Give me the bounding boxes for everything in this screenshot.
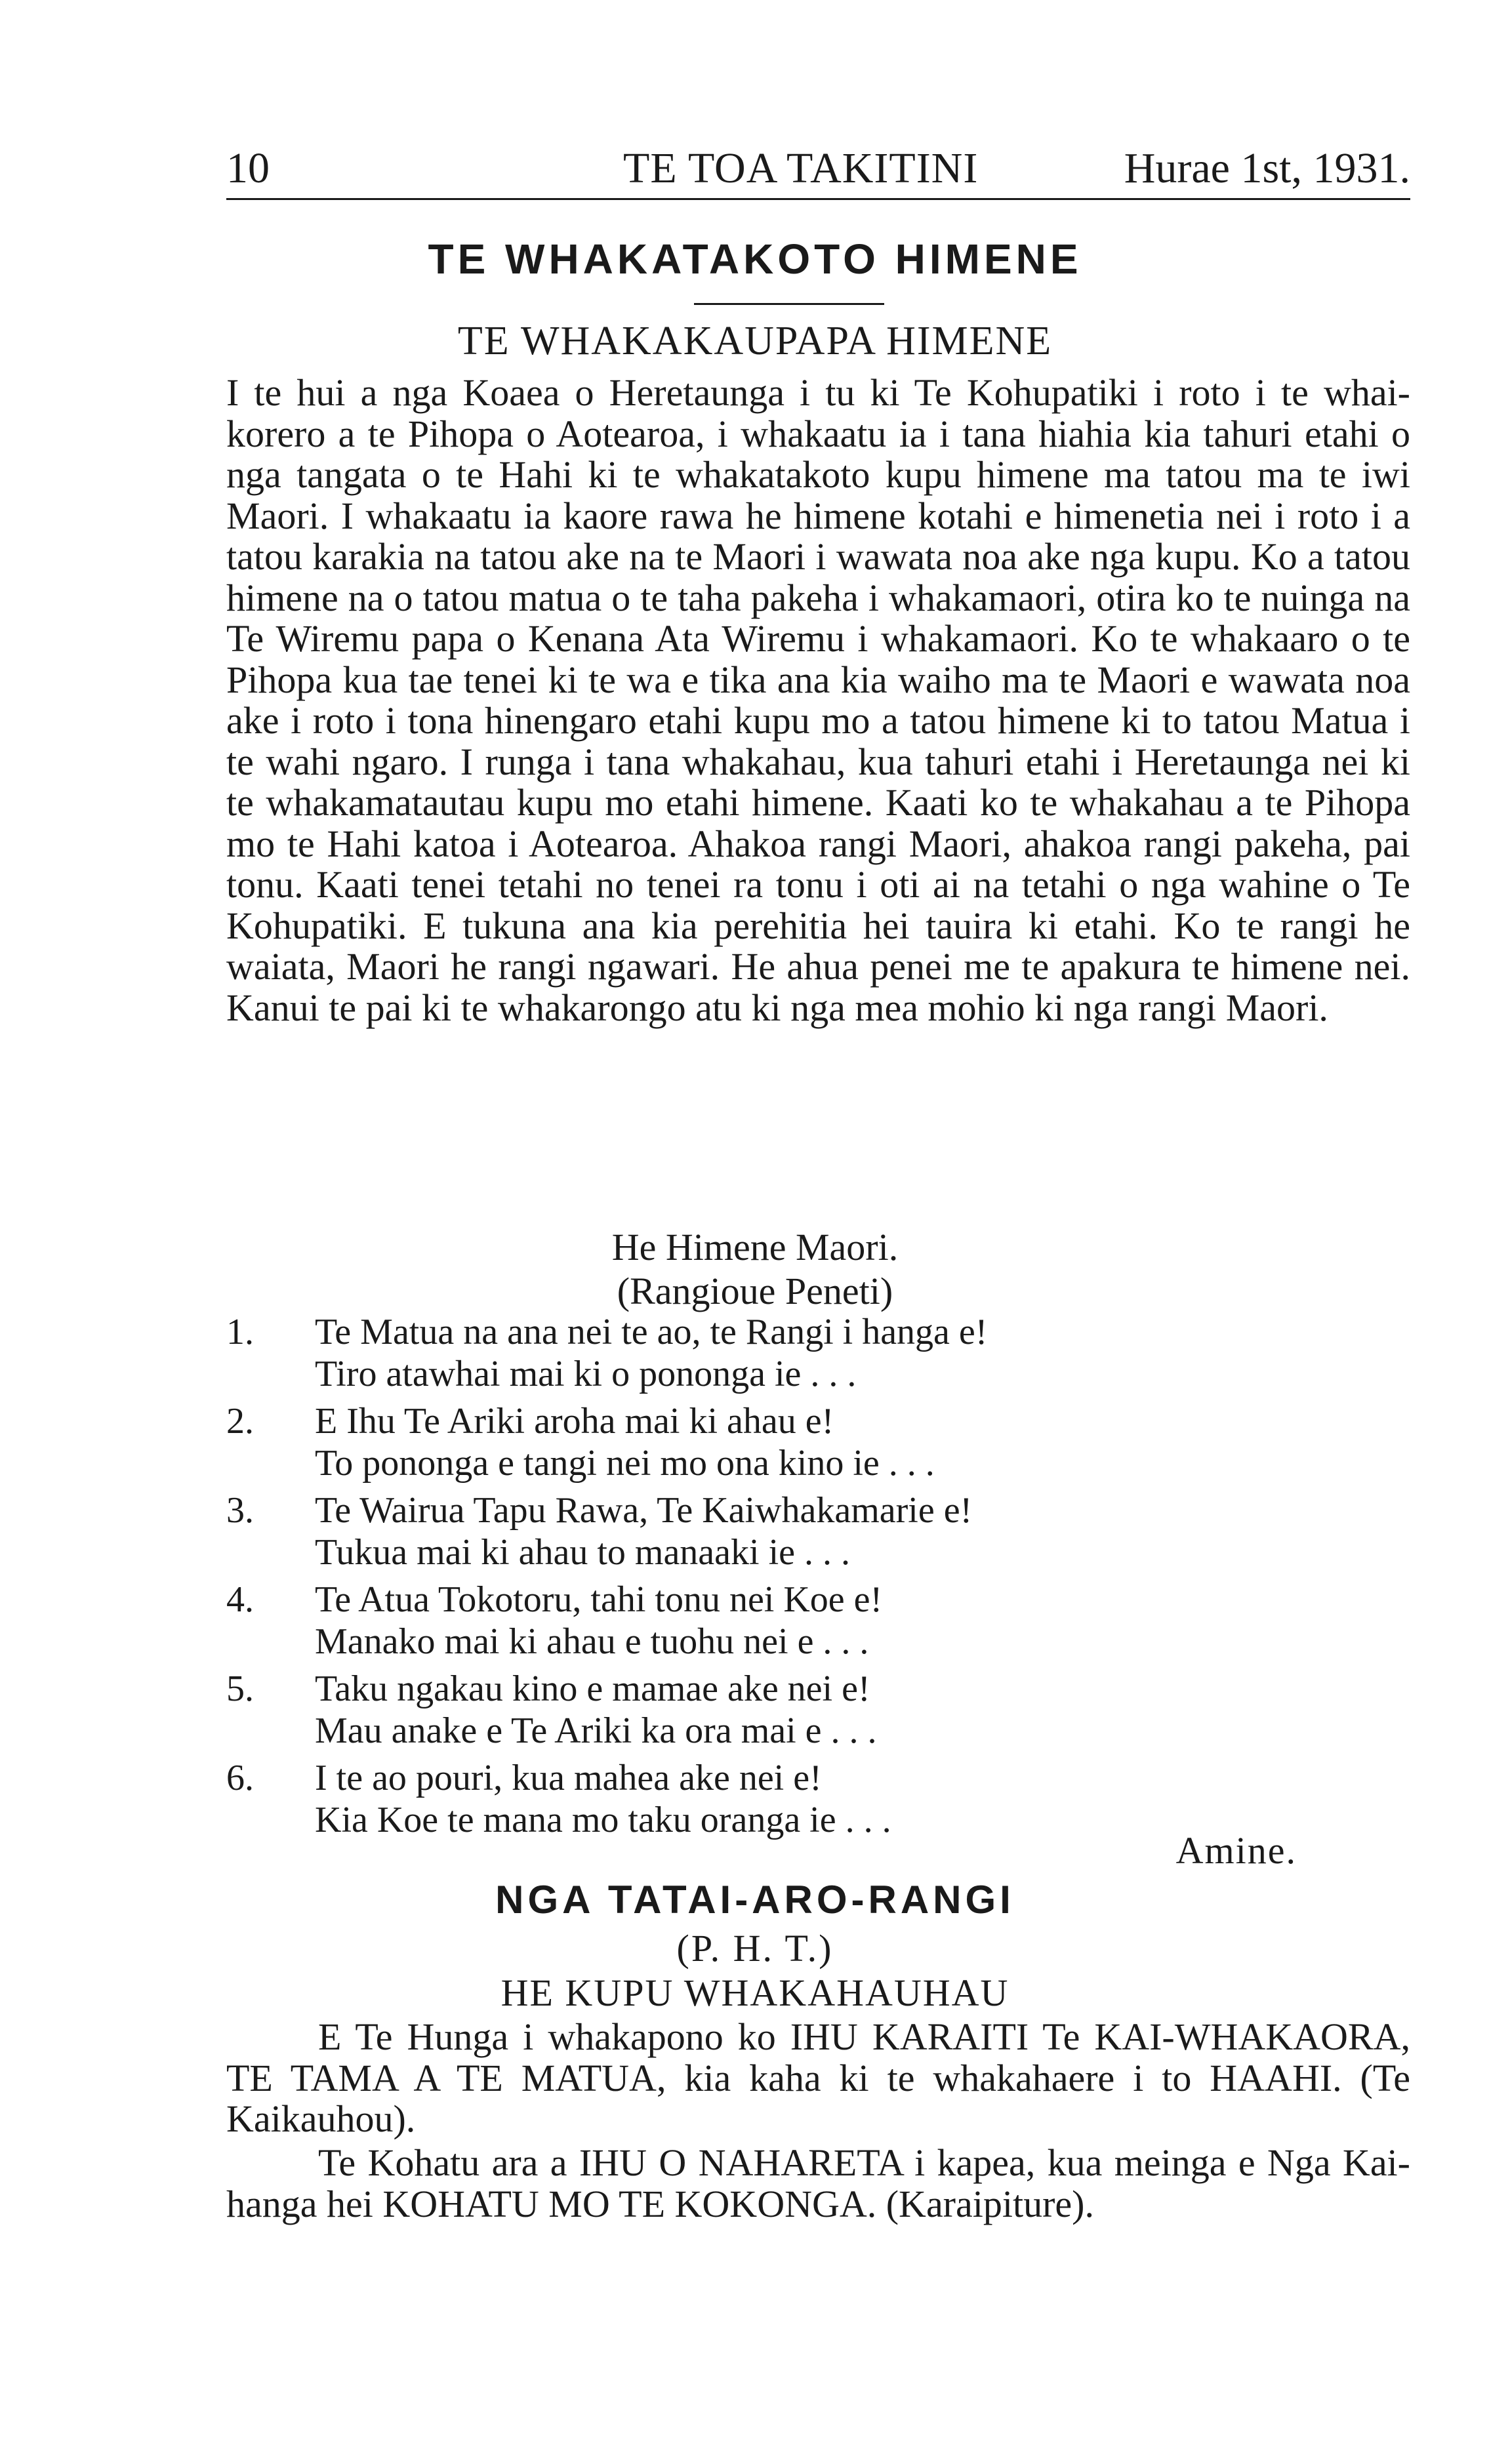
- verse-line: Te Matua na ana nei te ao, te Rangi i hanga e!: [315, 1312, 988, 1352]
- verse-line: I te ao pouri, kua mahea ake nei e!: [315, 1758, 822, 1798]
- verse-line: Taku ngakau kino e mamae ake nei e!: [315, 1668, 870, 1709]
- verse-number: 5.: [226, 1668, 254, 1709]
- verse-line: Kia Koe te mana mo taku oranga ie . . .: [315, 1800, 891, 1840]
- hymn-title: He Himene Maori.: [611, 1226, 899, 1268]
- verse-line: To pononga e tangi nei mo ona kino ie . . .: [315, 1443, 935, 1484]
- verse-number: 4.: [226, 1579, 254, 1620]
- verse-line: Tiro atawhai mai ki o pononga ie . . .: [315, 1354, 857, 1394]
- page-number: 10: [226, 144, 270, 192]
- section-subtitle: HE KUPU WHAKAHAUHAU: [500, 1971, 1010, 2014]
- article-title: TE WHAKATAKOTO HIMENE: [428, 235, 1082, 283]
- hymn-closing: Amine.: [1175, 1829, 1297, 1872]
- section-title: NGA TATAI-ARO-RANGI: [495, 1878, 1015, 1922]
- verse-number: 6.: [226, 1758, 254, 1798]
- title-divider: [694, 303, 884, 305]
- verse-line: Tukua mai ki ahau to manaaki ie . . .: [315, 1532, 850, 1573]
- verse-number: 1.: [226, 1312, 254, 1352]
- hymn-verse: [226, 1666, 1410, 1756]
- verse-line: E Ihu Te Ariki aroha mai ki ahau e!: [315, 1401, 834, 1442]
- hymn-verse: [226, 1399, 1410, 1488]
- verse-line: Te Atua Tokotoru, tahi tonu nei Koe e!: [315, 1579, 883, 1620]
- page-header: [226, 139, 1410, 200]
- verse-line: Te Wairua Tapu Rawa, Te Kaiwhakamarie e!: [315, 1490, 973, 1531]
- verse-line: Manako mai ki ahau e tuohu nei e . . .: [315, 1621, 869, 1662]
- verse-number: 3.: [226, 1490, 254, 1531]
- article-body: I te hui a nga Koaea o Heretaunga i tu ki Te Kohupatiki i roto i te whai-korero a te Pihopa o Aotearoa, i whakaatu ia i tana hiahia kia tahuri etahi o nga tangata o te Hahi ki te whakatakoto kupu himene ma tatou ma te iwi Maori. I whakaatu ia kaore rawa he himene kotahi e himenetia nei i roto i a tatou karakia na tatou ake na te Maori i wawata noa ake nga kupu. Ko a tatou himene na o tatou matua o te taha pakeha i whakamaori, otira ko te nuinga na Te Wiremu papa o Kenana Ata Wiremu i whakamaori. Ko te whakaaro o te Pihopa kua tae tenei ki te wa e tika ana kia waiho ma te Maori e wawata noa ake i roto i tona hinengaro etahi kupu mo a tatou himene ki to tatou Matua i te wahi ngaro. I runga i tana whakahau, kua tahuri etahi i Heretaunga nei ki te whakamatautau kupu mo etahi himene. Kaati ko te whakahau a te Pihopa mo te Hahi katoa i Aotearoa. Ahakoa rangi Maori, ahakoa rangi pakeha, pai tonu. Kaati tenei tetahi no tenei ra tonu i oti ai na tetahi o nga wahine o Te Kohupatiki. E tukuna ana kia perehitia hei tauira ki etahi. Ko te rangi he waiata, Maori he rangi ngawari. He ahua penei me te apakura te himene nei. Kanui te pai ki te whakarongo atu ki nga mea mohio ki nga rangi Maori.: [226, 371, 1410, 1029]
- verse-line: Mau anake e Te Ariki ka ora mai e . . .: [315, 1710, 877, 1751]
- issue-date: Hurae 1st, 1931.: [1124, 144, 1410, 192]
- section-paragraph: E Te Hunga i whakapono ko IHU KARAITI Te KAI-WHAKAORA, TE TAMA A TE MATUA, kia kaha ki te whakahaere i to HAAHI. (Te Kaikauhou).: [226, 2015, 1410, 2140]
- hymn-author: (Rangioue Peneti): [617, 1270, 893, 1312]
- hymn-verse: [226, 1488, 1410, 1577]
- hymn-verse: [226, 1310, 1410, 1399]
- journal-title: TE TOA TAKITINI: [623, 144, 979, 192]
- section-initials: (P. H. T.): [676, 1927, 834, 1969]
- verse-number: 2.: [226, 1401, 254, 1442]
- section-paragraph: Te Kohatu ara a IHU O NAHARETA i kapea, kua meinga e Nga Kai-hanga hei KOHATU MO TE KOKONGA. (Karaipiture).: [226, 2141, 1410, 2225]
- hymn-verse: [226, 1577, 1410, 1666]
- article-subtitle: TE WHAKAKAUPAPA HIMENE: [457, 319, 1053, 363]
- hymn-verses: [226, 1310, 1410, 1845]
